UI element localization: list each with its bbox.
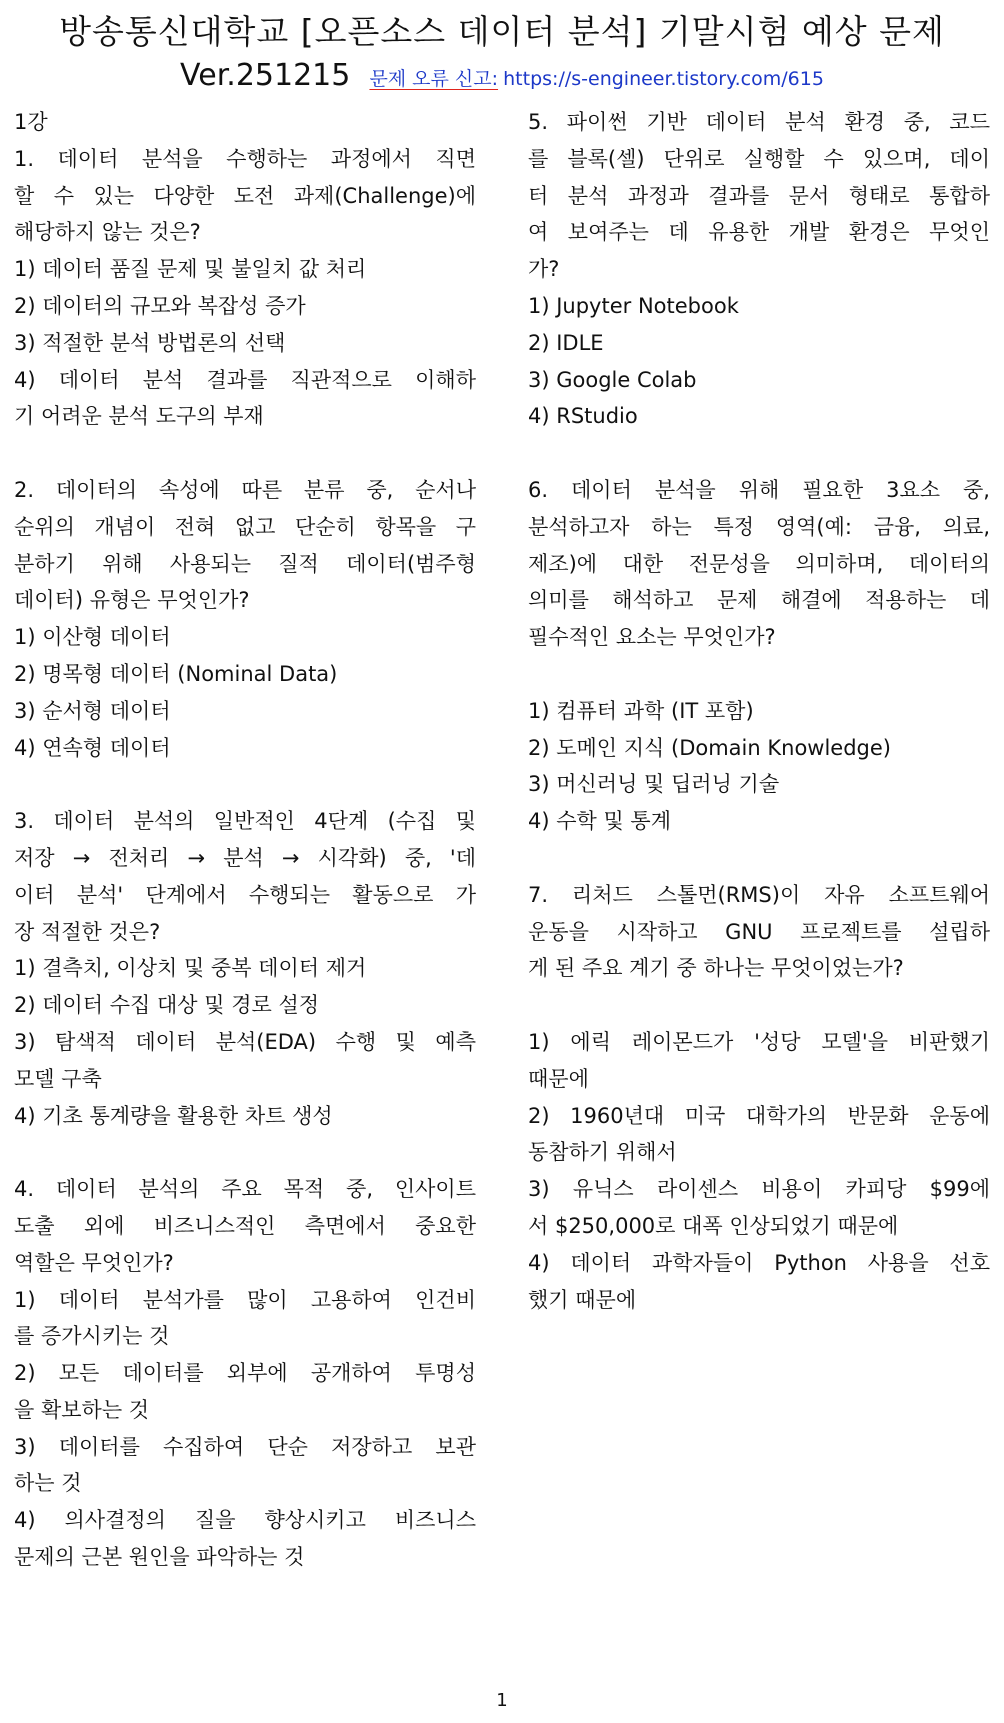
text-line: 기 어려운 분석 도구의 부재 <box>14 404 264 429</box>
text-line: 3) 순서형 데이터 <box>14 698 171 723</box>
text-line: 4) 연속형 데이터 <box>14 735 171 760</box>
text-line: 할 수 있는 다양한 도전 과제(Challenge)에 <box>14 183 476 208</box>
blank-line <box>528 987 990 1024</box>
blank-line <box>14 1134 476 1171</box>
text-line: 1) 데이터 분석가를 많이 고용하여 인건비 <box>14 1287 476 1312</box>
text-line: 2) 1960년대 미국 대학가의 반문화 운동에 <box>528 1103 990 1128</box>
text-line: 1) Jupyter Notebook <box>528 293 739 318</box>
text-line: 분하기 위해 사용되는 질적 데이터(범주형 <box>14 551 476 576</box>
text-line: 1) 이산형 데이터 <box>14 625 171 650</box>
version-line <box>0 58 1004 93</box>
text-line: 2) 데이터의 규모와 복잡성 증가 <box>14 293 306 318</box>
error-report-label: 문제 오류 신고: <box>369 68 499 90</box>
error-report-link[interactable]: https://s-engineer.tistory.com/615 <box>503 68 824 90</box>
blank-line <box>528 840 990 877</box>
text-line: 문제의 근본 원인을 파악하는 것 <box>14 1545 305 1570</box>
text-line: 1) 컴퓨터 과학 (IT 포함) <box>528 698 754 723</box>
text-line: 1) 결측치, 이상치 및 중복 데이터 제거 <box>14 956 367 981</box>
text-line: 의미를 해석하고 문제 해결에 적용하는 데 <box>528 588 990 613</box>
text-line: 3) 데이터를 수집하여 단순 저장하고 보관 <box>14 1434 476 1459</box>
text-line: 역할은 무엇인가? <box>14 1250 174 1275</box>
text-line: 제조)에 대한 전문성을 의미하며, 데이터의 <box>528 551 990 576</box>
blank-line <box>14 766 476 803</box>
text-line: 을 확보하는 것 <box>14 1397 150 1422</box>
blank-line <box>14 435 476 472</box>
text-line: 게 된 주요 계기 중 하나는 무엇이었는가? <box>528 956 904 981</box>
text-line: 서 $250,000로 대폭 인상되었기 때문에 <box>528 1213 899 1238</box>
text-line: 동참하기 위해서 <box>528 1140 677 1165</box>
text-line: 모델 구축 <box>14 1066 102 1091</box>
text-line: 순위의 개념이 전혀 없고 단순히 항목을 구 <box>14 514 476 539</box>
text-line: 1) 데이터 품질 문제 및 불일치 값 처리 <box>14 257 367 282</box>
text-line: 3. 데이터 분석의 일반적인 4단계 (수집 및 <box>14 809 476 834</box>
text-line: 때문에 <box>528 1066 589 1091</box>
text-line: 1) 에릭 레이몬드가 '성당 모델'을 비판했기 <box>528 1029 990 1054</box>
text-line: 했기 때문에 <box>528 1287 637 1312</box>
text-line: 4) 데이터 과학자들이 Python 사용을 선호 <box>528 1250 990 1275</box>
text-line: 4) 수학 및 통계 <box>528 809 672 834</box>
text-line: 데이터) 유형은 무엇인가? <box>14 588 250 613</box>
text-line: 도출 외에 비즈니스적인 측면에서 중요한 <box>14 1213 476 1238</box>
text-line: 6. 데이터 분석을 위해 필요한 3요소 중, <box>528 477 990 502</box>
text-line: 장 적절한 것은? <box>14 919 161 944</box>
blank-line <box>528 435 990 472</box>
version-label: Ver.251215 <box>180 58 351 93</box>
right-column <box>528 104 990 1318</box>
text-line: 2) 데이터 수집 대상 및 경로 설정 <box>14 993 320 1018</box>
text-line: 2) 명목형 데이터 (Nominal Data) <box>14 661 338 686</box>
text-line: 2) IDLE <box>528 330 604 355</box>
text-line: 하는 것 <box>14 1471 82 1496</box>
text-line: 필수적인 요소는 무엇인가? <box>528 625 776 650</box>
text-line: 4) 기초 통계량을 활용한 차트 생성 <box>14 1103 333 1128</box>
document-title: 방송통신대학교 [오픈소스 데이터 분석] 기말시험 예상 문제 <box>59 12 945 51</box>
text-line: 분석하고자 하는 특정 영역(예: 금융, 의료, <box>528 514 990 539</box>
text-line: 5. 파이썬 기반 데이터 분석 환경 중, 코드 <box>528 110 990 134</box>
text-line: 1. 데이터 분석을 수행하는 과정에서 직면 <box>14 146 476 171</box>
text-line: 3) Google Colab <box>528 367 697 392</box>
text-line: 7. 리처드 스톨먼(RMS)이 자유 소프트웨어 <box>528 882 990 907</box>
text-line: 4) RStudio <box>528 404 638 429</box>
text-line: 를 증가시키는 것 <box>14 1324 170 1349</box>
text-line: 해당하지 않는 것은? <box>14 220 201 245</box>
text-line: 2) 도메인 지식 (Domain Knowledge) <box>528 735 891 760</box>
text-line: 이터 분석' 단계에서 수행되는 활동으로 가 <box>14 882 476 907</box>
text-line: 3) 유닉스 라이센스 비용이 카피당 $99에 <box>528 1177 990 1202</box>
text-line: 3) 탐색적 데이터 분석(EDA) 수행 및 예측 <box>14 1029 476 1054</box>
left-column <box>14 104 476 1576</box>
text-line: 4. 데이터 분석의 주요 목적 중, 인사이트 <box>14 1177 476 1202</box>
text-line: 저장 → 전처리 → 분석 → 시각화) 중, '데 <box>14 845 476 870</box>
text-line: 3) 적절한 분석 방법론의 선택 <box>14 330 286 355</box>
blank-line <box>528 656 990 693</box>
text-line: 1강 <box>14 110 48 134</box>
text-line: 터 분석 과정과 결과를 문서 형태로 통합하 <box>528 183 990 208</box>
text-line: 4) 데이터 분석 결과를 직관적으로 이해하 <box>14 367 476 392</box>
page-number: 1 <box>496 1690 508 1711</box>
text-line: 2. 데이터의 속성에 따른 분류 중, 순서나 <box>14 477 476 502</box>
text-line: 를 블록(셀) 단위로 실행할 수 있으며, 데이 <box>528 146 990 171</box>
text-line: 가? <box>528 257 560 282</box>
text-line: 여 보여주는 데 유용한 개발 환경은 무엇인 <box>528 220 990 245</box>
text-line: 4) 의사결정의 질을 향상시키고 비즈니스 <box>14 1508 476 1533</box>
text-line: 운동을 시작하고 GNU 프로젝트를 설립하 <box>528 919 990 944</box>
text-line: 2) 모든 데이터를 외부에 공개하여 투명성 <box>14 1361 476 1386</box>
text-line: 3) 머신러닝 및 딥러닝 기술 <box>528 772 780 797</box>
